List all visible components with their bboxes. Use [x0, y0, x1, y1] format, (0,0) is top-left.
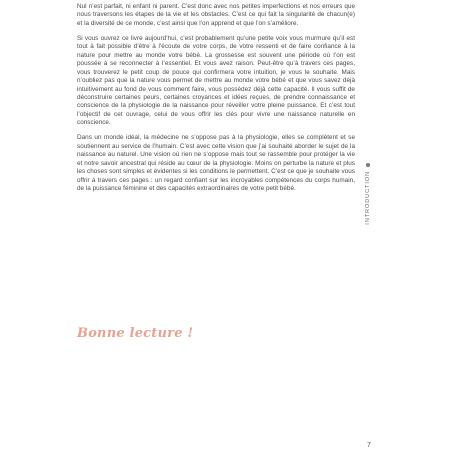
- signoff-heading: Bonne lecture !: [77, 326, 194, 341]
- body-text: [77, 3, 355, 200]
- section-label: INTRODUCTION: [365, 171, 371, 225]
- section-tab: [362, 163, 374, 263]
- bullet-icon: [366, 163, 370, 167]
- page-number: 7: [367, 442, 371, 449]
- paragraph-3: Dans un monde idéal, la médecine ne s’oppose pas à la physiologie, elles se complètent et se soutiennent au service de l’humain. C’est avec cette vision que j’ai souhaité aborder le sujet de la naissance au naturel. Une vision où rien ne s’oppose mais tout se rassemble pour protéger la vie et notre savoir ancestral qui réside au cœur de la physiologie. Moins on perturbe la nature et plus les choses sont simples et évidentes si les conditions le permettent. C’est ce que je souhaite vous offrir à travers ces pages : un regard confiant sur les incroyables compétences du corps humain, de la puissance féminine et des capacités extraordinaires de votre petit bébé.: [77, 134, 355, 193]
- paragraph-1: Nul n’est parfait, ni enfant ni parent. C’est donc avec nos petites imperfections et nos erreurs que nous traversons les étapes de la vie et les obstacles. C’est ce qui fait la singularité de chacun(e) et la diversité de ce monde, c’est ainsi que l’on apprend et que l’on s’améliore.: [77, 3, 355, 27]
- paragraph-2: Si vous ouvrez ce livre aujourd’hui, c’est probablement qu’une petite voix vous murmure qu’il est tout à fait possible d’être à l’écoute de votre corps, de votre ressenti et de faire confiance à la nature pour mettre au monde votre bébé. La grossesse est souvent une période où l’on est poussée à se reconnecter à l’essentiel. Et vous avez raison. Peut-être qu’à travers ces pages, vous trouverez le petit coup de pouce qui confirmera votre intuition, je vous le souhaite. Mais n’oubliez pas que la nature vous permet de mettre au monde votre bébé et que vous savez déjà intuitivement au fond de vous comment faire, vous possédez déjà cette capacité. Il vous suffit de déconstruire certaines peurs, certaines croyances et idées reçues, de prendre connaissance et conscience de la physiologie de la naissance pour réveiller votre pleine puissance. Et c’est tout l’objectif de cet ouvrage, celui de vous offrir les clés pour vivre une naissance naturelle en conscience.: [77, 34, 355, 127]
